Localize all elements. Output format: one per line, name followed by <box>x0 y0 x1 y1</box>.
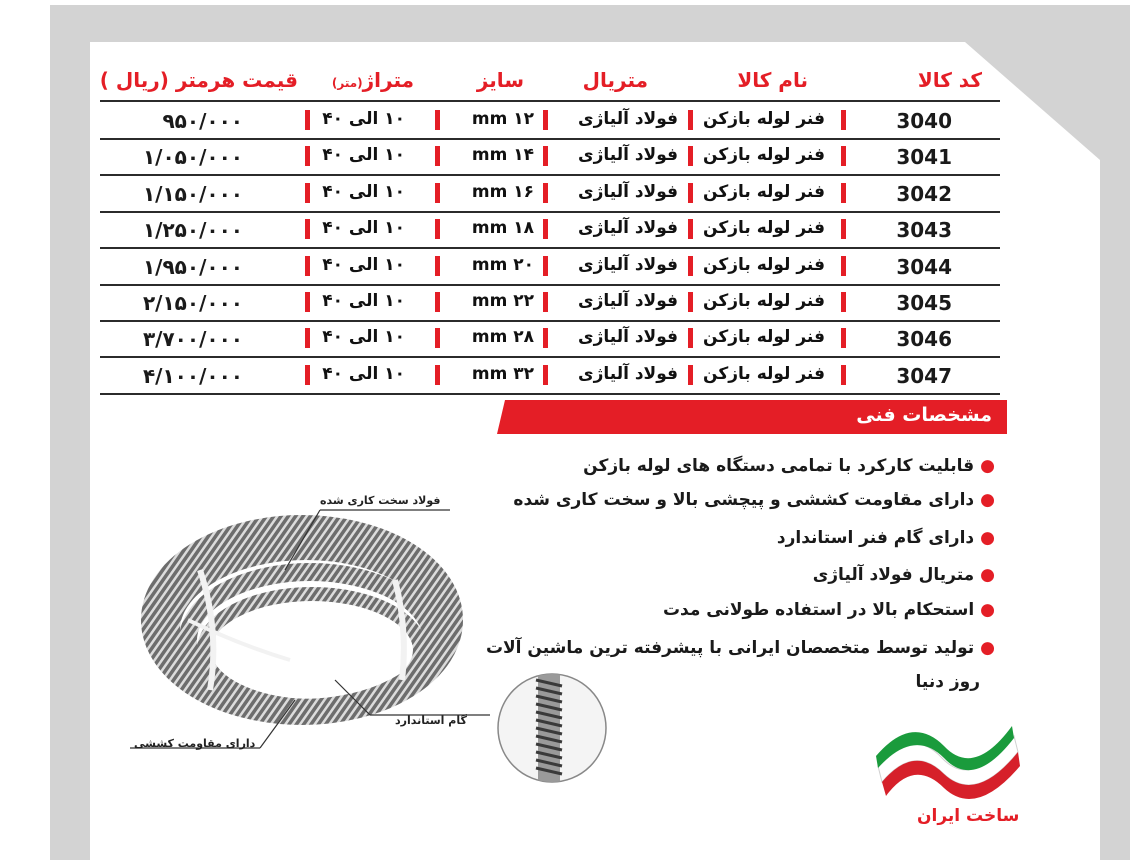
bullet-icon: ● <box>980 638 995 658</box>
column-divider <box>688 219 693 239</box>
cell-code: 3042 <box>896 181 952 206</box>
header-length-unit: (متر) <box>331 76 363 90</box>
cell-length: ۱۰ الی ۴۰ <box>322 363 405 384</box>
callout-pitch: گام استاندارد <box>395 714 467 727</box>
column-divider <box>688 256 693 276</box>
cell-price: ۱/۲۵۰/۰۰۰ <box>142 218 243 243</box>
column-divider <box>435 365 440 385</box>
cell-code: 3047 <box>896 363 952 388</box>
spec-item <box>663 600 995 620</box>
column-divider <box>841 219 846 239</box>
callout-tensile: دارای مقاومت کششی <box>134 737 256 750</box>
cell-size: ۱۴ mm <box>471 145 534 166</box>
spec-text: استحکام بالا در استفاده طولانی مدت <box>662 600 975 620</box>
column-divider <box>841 183 846 203</box>
cell-name: فنر لوله بازکن <box>703 109 825 129</box>
cell-code: 3045 <box>896 291 952 315</box>
cell-name: فنر لوله بازکن <box>703 291 825 311</box>
column-divider <box>688 183 693 203</box>
column-divider <box>435 328 440 348</box>
column-divider <box>435 110 440 130</box>
column-divider <box>435 183 440 203</box>
header-length-label: متراژ <box>362 68 414 92</box>
column-divider <box>435 256 440 276</box>
bullet-icon: ● <box>980 456 995 476</box>
column-divider <box>305 146 310 166</box>
cell-length: ۱۰ الی ۴۰ <box>322 291 405 311</box>
column-divider <box>688 110 693 130</box>
cell-name: فنر لوله بازکن <box>703 363 825 384</box>
header-size: سایز <box>476 68 524 92</box>
cell-material: فولاد آلیاژی <box>578 109 678 129</box>
cell-length: ۱۰ الی ۴۰ <box>322 145 405 166</box>
cell-price: ۹۵۰/۰۰۰ <box>162 109 243 133</box>
cell-material: فولاد آلیاژی <box>578 327 678 348</box>
cell-price: ۲/۱۵۰/۰۰۰ <box>142 291 243 315</box>
table-row <box>0 139 1130 175</box>
column-divider <box>841 292 846 312</box>
cell-material: فولاد آلیاژی <box>578 291 678 311</box>
cell-size: ۲۸ mm <box>471 327 534 348</box>
cell-price: ۱/۱۵۰/۰۰۰ <box>142 181 243 206</box>
column-divider <box>688 328 693 348</box>
cell-length: ۱۰ الی ۴۰ <box>322 327 405 348</box>
cell-material: فولاد آلیاژی <box>578 145 678 166</box>
spec-item-continued <box>916 672 981 692</box>
table-row <box>0 212 1130 248</box>
cell-material: فولاد آلیاژی <box>578 363 678 384</box>
spec-text: متریال فولاد آلیاژی <box>812 565 975 585</box>
cell-code: 3040 <box>896 109 952 133</box>
cell-material: فولاد آلیاژی <box>578 218 678 239</box>
bullet-icon: ● <box>980 528 995 548</box>
column-divider <box>435 292 440 312</box>
cell-size: ۱۸ mm <box>471 218 534 239</box>
table-row <box>0 358 1130 394</box>
column-divider <box>543 328 548 348</box>
cell-price: ۱/۹۵۰/۰۰۰ <box>142 254 243 279</box>
column-divider <box>841 365 846 385</box>
spec-item <box>486 638 995 658</box>
column-divider <box>543 183 548 203</box>
cell-price: ۱/۰۵۰/۰۰۰ <box>142 145 243 170</box>
header-length <box>332 68 414 92</box>
table-row <box>0 103 1130 139</box>
table-row <box>0 249 1130 285</box>
column-divider <box>688 292 693 312</box>
cell-name: فنر لوله بازکن <box>703 254 825 275</box>
table-row <box>0 176 1130 212</box>
column-divider <box>841 328 846 348</box>
column-divider <box>543 292 548 312</box>
cell-size: ۳۲ mm <box>471 363 534 384</box>
column-divider <box>841 110 846 130</box>
cell-code: 3043 <box>896 218 952 243</box>
row-rule <box>100 393 1000 395</box>
cell-code: 3044 <box>896 254 952 279</box>
bullet-icon: ● <box>980 490 995 510</box>
column-divider <box>305 256 310 276</box>
cell-code: 3041 <box>896 145 952 170</box>
header-code: کد کالا <box>917 68 982 92</box>
header-name: نام کالا <box>737 68 808 92</box>
bullet-icon: ● <box>980 600 995 620</box>
column-divider <box>305 328 310 348</box>
cell-length: ۱۰ الی ۴۰ <box>322 181 405 202</box>
iran-flag-icon <box>872 718 1022 804</box>
cell-size: ۲۰ mm <box>471 254 534 275</box>
spec-text: روز دنیا <box>915 672 980 692</box>
column-divider <box>305 219 310 239</box>
column-divider <box>305 110 310 130</box>
cell-code: 3046 <box>896 327 952 352</box>
column-divider <box>435 146 440 166</box>
cell-price: ۳/۷۰۰/۰۰۰ <box>142 327 243 352</box>
cell-length: ۱۰ الی ۴۰ <box>322 218 405 239</box>
table-row <box>0 321 1130 357</box>
spec-item <box>777 528 995 548</box>
table-header-rule <box>100 100 1000 102</box>
column-divider <box>543 365 548 385</box>
made-in-iran-label: ساخت ایران <box>917 806 1020 826</box>
column-divider <box>841 256 846 276</box>
column-divider <box>841 146 846 166</box>
cell-material: فولاد آلیاژی <box>578 181 678 202</box>
column-divider <box>543 256 548 276</box>
cell-name: فنر لوله بازکن <box>703 327 825 348</box>
spec-item <box>513 490 995 510</box>
cell-name: فنر لوله بازکن <box>703 145 825 166</box>
spec-item <box>813 565 995 585</box>
column-divider <box>305 183 310 203</box>
column-divider <box>305 365 310 385</box>
cell-size: ۲۲ mm <box>471 291 534 311</box>
column-divider <box>688 365 693 385</box>
spec-text: قابلیت کارکرد با تمامی دستگاه های لوله بازکن <box>583 456 975 476</box>
cell-length: ۱۰ الی ۴۰ <box>322 254 405 275</box>
callout-hardened: فولاد سخت کاری شده <box>320 494 441 507</box>
spec-text: تولید توسط متخصصان ایرانی با پیشرفته ترین ماشین آلات <box>485 638 975 658</box>
specs-title: مشخصات فنی <box>856 404 992 426</box>
cell-material: فولاد آلیاژی <box>578 254 678 275</box>
spec-text: دارای مقاومت کششی و پیچشی بالا و سخت کاری شده <box>513 490 975 510</box>
spring-closeup-image <box>496 672 608 784</box>
spec-item <box>583 456 995 476</box>
cell-size: ۱۲ mm <box>471 109 534 129</box>
header-material: متریال <box>582 68 648 92</box>
column-divider <box>435 219 440 239</box>
cell-length: ۱۰ الی ۴۰ <box>322 109 405 129</box>
cell-name: فنر لوله بازکن <box>703 181 825 202</box>
column-divider <box>543 146 548 166</box>
column-divider <box>305 292 310 312</box>
header-price: قیمت هرمتر (ریال ) <box>99 68 298 92</box>
column-divider <box>688 146 693 166</box>
cell-size: ۱۶ mm <box>471 181 534 202</box>
spec-text: دارای گام فنر استاندارد <box>776 528 975 548</box>
cell-name: فنر لوله بازکن <box>703 218 825 239</box>
column-divider <box>543 219 548 239</box>
bullet-icon: ● <box>980 565 995 585</box>
cell-price: ۴/۱۰۰/۰۰۰ <box>142 363 243 388</box>
table-row <box>0 285 1130 321</box>
column-divider <box>543 110 548 130</box>
